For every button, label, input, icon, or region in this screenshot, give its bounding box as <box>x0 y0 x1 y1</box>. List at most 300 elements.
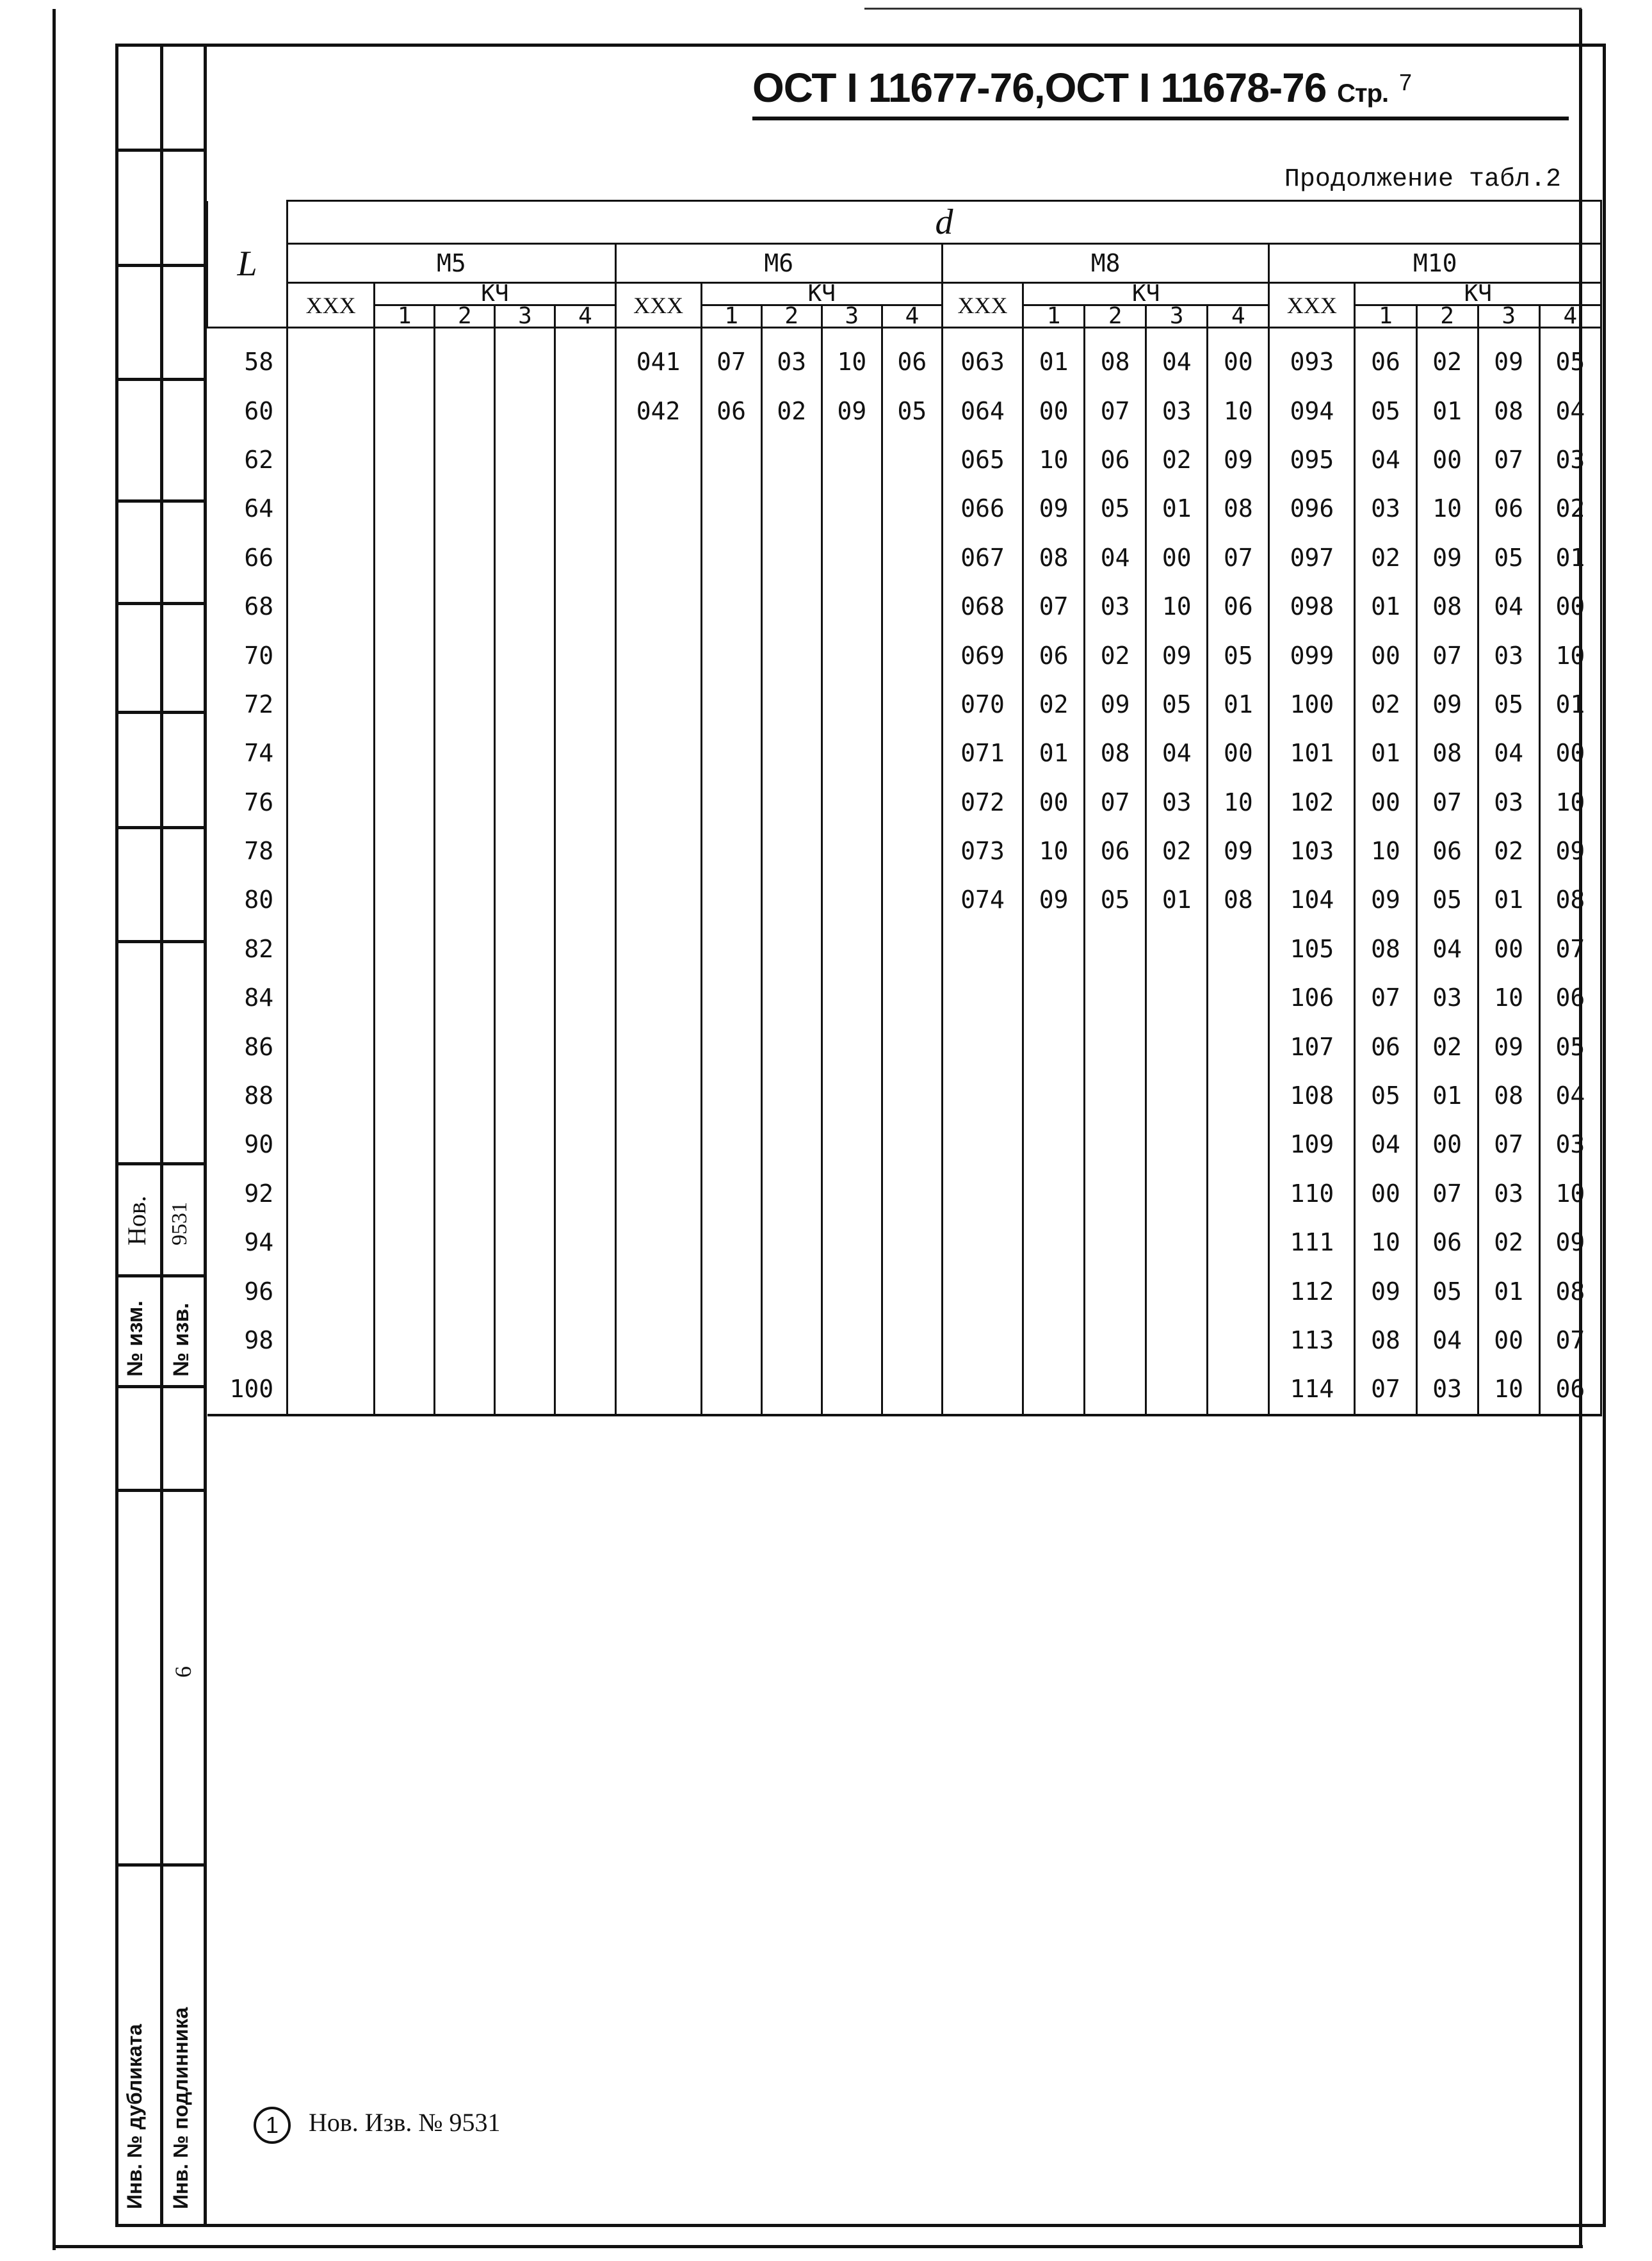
row-length-cell: 80 <box>207 875 287 924</box>
table-cell <box>287 1218 375 1267</box>
table-cell <box>375 484 435 533</box>
table-cell: 04 <box>1146 328 1208 387</box>
table-cell: 02 <box>1146 435 1208 484</box>
table-cell: 099 <box>1269 631 1355 679</box>
table-cell <box>555 533 615 582</box>
table-cell: 113 <box>1269 1316 1355 1365</box>
table-cell <box>555 1169 615 1218</box>
table-cell <box>555 328 615 387</box>
table-cell <box>287 484 375 533</box>
table-cell <box>555 729 615 777</box>
table-cell <box>375 827 435 875</box>
table-cell: 05 <box>1208 631 1269 679</box>
table-cell: 02 <box>1539 484 1601 533</box>
table-cell <box>555 827 615 875</box>
table-cell <box>287 435 375 484</box>
table-cell <box>822 1218 882 1267</box>
table-cell <box>435 435 495 484</box>
table-cell: 112 <box>1269 1267 1355 1315</box>
table-cell <box>822 484 882 533</box>
table-cell <box>555 484 615 533</box>
table-cell <box>1208 925 1269 973</box>
table-cell: 03 <box>1478 631 1539 679</box>
margin-izm-number: 9531 <box>168 1202 191 1245</box>
table-cell: 05 <box>1355 1071 1416 1120</box>
table-cell: 09 <box>1146 631 1208 679</box>
table-row <box>207 1365 1601 1414</box>
table-cell <box>615 1267 701 1315</box>
table-cell <box>615 631 701 679</box>
table-cell: 07 <box>701 328 761 387</box>
table-cell: 101 <box>1269 729 1355 777</box>
margin-row-line <box>115 264 207 267</box>
table-cell: 02 <box>761 386 822 435</box>
table-cell <box>882 680 942 729</box>
table-cell: 02 <box>1478 1218 1539 1267</box>
table-cell <box>495 778 555 827</box>
kch-num-header: 3 <box>1478 305 1539 328</box>
table-cell: 03 <box>1416 973 1478 1022</box>
table-cell <box>435 925 495 973</box>
table-cell: 109 <box>1269 1120 1355 1169</box>
table-body <box>207 328 1601 1415</box>
table-cell: 00 <box>1539 729 1601 777</box>
table-cell: 08 <box>1539 875 1601 924</box>
table-cell: 05 <box>1416 1267 1478 1315</box>
table-cell: 07 <box>1416 778 1478 827</box>
table-cell: 10 <box>1208 778 1269 827</box>
table-cell <box>435 729 495 777</box>
table-cell <box>435 582 495 631</box>
table-cell <box>555 1365 615 1414</box>
table-cell <box>701 484 761 533</box>
table-cell <box>435 875 495 924</box>
table-cell <box>435 1316 495 1365</box>
xxx-header: ХХХ <box>287 283 375 328</box>
table-cell <box>495 328 555 387</box>
table-cell <box>1146 1267 1208 1315</box>
table-cell <box>701 631 761 679</box>
table-cell <box>1146 1169 1208 1218</box>
table-cell: 04 <box>1146 729 1208 777</box>
table-cell: 05 <box>1355 386 1416 435</box>
table-cell <box>495 827 555 875</box>
table-cell <box>435 1169 495 1218</box>
margin-row-line <box>115 826 207 829</box>
table-cell <box>1146 1365 1208 1414</box>
table-cell <box>1208 1169 1269 1218</box>
table-cell <box>615 1365 701 1414</box>
table-cell <box>942 1316 1023 1365</box>
table-cell: 07 <box>1539 925 1601 973</box>
row-length-cell: 96 <box>207 1267 287 1315</box>
kch-num-header: 4 <box>1208 305 1269 328</box>
table-cell <box>1085 973 1146 1022</box>
table-cell <box>375 328 435 387</box>
table-cell: 07 <box>1416 631 1478 679</box>
table-cell <box>615 973 701 1022</box>
table-cell <box>375 631 435 679</box>
table-cell: 08 <box>1023 533 1085 582</box>
table-cell <box>435 631 495 679</box>
d-header: d <box>287 201 1601 244</box>
table-cell <box>882 1022 942 1071</box>
table-cell <box>435 484 495 533</box>
table-cell: 00 <box>1539 582 1601 631</box>
table-cell <box>882 1267 942 1315</box>
table-cell: 068 <box>942 582 1023 631</box>
table-cell <box>495 680 555 729</box>
table-cell: 10 <box>1023 435 1085 484</box>
table-cell: 09 <box>1478 1022 1539 1071</box>
margin-row-line <box>115 940 207 943</box>
table-cell <box>1146 973 1208 1022</box>
row-length-cell: 82 <box>207 925 287 973</box>
table-cell <box>822 631 882 679</box>
table-cell <box>1208 973 1269 1022</box>
xxx-header: ХХХ <box>942 283 1023 328</box>
table-cell <box>375 925 435 973</box>
table-cell: 102 <box>1269 778 1355 827</box>
table-cell: 09 <box>1085 680 1146 729</box>
table-cell <box>882 484 942 533</box>
table-cell: 00 <box>1023 386 1085 435</box>
table-cell <box>761 729 822 777</box>
table-cell: 02 <box>1355 680 1416 729</box>
kch-num-header: 3 <box>1146 305 1208 328</box>
kch-num-header: 1 <box>1355 305 1416 328</box>
table-cell <box>495 875 555 924</box>
table-cell <box>1023 1316 1085 1365</box>
table-cell <box>1023 973 1085 1022</box>
table-cell: 01 <box>1146 875 1208 924</box>
table-cell <box>495 582 555 631</box>
table-cell <box>287 533 375 582</box>
margin-row-line <box>115 149 207 152</box>
table-cell: 08 <box>1208 484 1269 533</box>
outer-frame-left <box>53 9 56 2250</box>
table-cell <box>761 484 822 533</box>
table-cell: 110 <box>1269 1169 1355 1218</box>
table-cell: 06 <box>1478 484 1539 533</box>
table-cell: 063 <box>942 328 1023 387</box>
table-cell: 08 <box>1478 1071 1539 1120</box>
table-cell <box>287 631 375 679</box>
table-cell <box>375 729 435 777</box>
kch-header: КЧ <box>375 283 615 305</box>
table-cell: 06 <box>701 386 761 435</box>
table-cell <box>287 1169 375 1218</box>
table-cell <box>822 729 882 777</box>
table-cell <box>1085 1267 1146 1315</box>
kch-num-header: 2 <box>1085 305 1146 328</box>
xxx-header: ХХХ <box>1269 283 1355 328</box>
kch-num-header: 2 <box>761 305 822 328</box>
margin-row-line <box>115 499 207 503</box>
table-cell <box>555 1022 615 1071</box>
table-cell <box>822 1365 882 1414</box>
table-cell <box>701 1316 761 1365</box>
table-cell <box>701 680 761 729</box>
table-cell <box>1208 1316 1269 1365</box>
table-cell <box>882 1071 942 1120</box>
table-cell <box>495 1120 555 1169</box>
table-cell <box>435 1218 495 1267</box>
table-cell <box>615 875 701 924</box>
table-cell: 04 <box>1416 925 1478 973</box>
margin-row-line <box>115 1162 207 1165</box>
kch-num-header: 4 <box>555 305 615 328</box>
kch-header: КЧ <box>1355 283 1601 305</box>
row-length-cell: 66 <box>207 533 287 582</box>
outer-frame-top <box>864 8 1582 10</box>
outer-frame-bottom <box>53 2245 1583 2248</box>
table-cell: 103 <box>1269 827 1355 875</box>
table-cell <box>1085 1120 1146 1169</box>
table-cell <box>435 827 495 875</box>
table-cell <box>701 875 761 924</box>
table-cell <box>287 729 375 777</box>
table-cell <box>882 1365 942 1414</box>
table-cell <box>615 484 701 533</box>
table-cell: 097 <box>1269 533 1355 582</box>
table-cell <box>495 925 555 973</box>
table-cell <box>761 533 822 582</box>
size-header-m10: М10 <box>1269 244 1601 283</box>
table-row <box>207 973 1601 1022</box>
table-row <box>207 328 1601 387</box>
table-cell <box>555 1071 615 1120</box>
table-cell: 05 <box>1478 533 1539 582</box>
row-length-cell: 84 <box>207 973 287 1022</box>
table-cell: 02 <box>1146 827 1208 875</box>
table-cell: 08 <box>1539 1267 1601 1315</box>
margin-row-line <box>115 711 207 714</box>
row-length-cell: 86 <box>207 1022 287 1071</box>
table-cell <box>761 1169 822 1218</box>
table-cell <box>435 1120 495 1169</box>
table-cell <box>1208 1120 1269 1169</box>
table-cell <box>287 1022 375 1071</box>
table-cell: 00 <box>1355 1169 1416 1218</box>
table-cell <box>435 1365 495 1414</box>
table-cell <box>1208 1267 1269 1315</box>
table-cell <box>495 435 555 484</box>
kch-num-header: 1 <box>1023 305 1085 328</box>
table-cell: 00 <box>1478 1316 1539 1365</box>
table-cell <box>435 1071 495 1120</box>
table-cell: 01 <box>1146 484 1208 533</box>
table-cell <box>822 1071 882 1120</box>
table-cell <box>882 1218 942 1267</box>
table-cell: 07 <box>1355 1365 1416 1414</box>
table-cell <box>942 1218 1023 1267</box>
table-cell <box>495 631 555 679</box>
table-cell: 05 <box>1478 680 1539 729</box>
table-cell: 02 <box>1478 827 1539 875</box>
table-cell <box>555 631 615 679</box>
table-cell <box>1085 1169 1146 1218</box>
table-cell <box>822 582 882 631</box>
table-cell <box>701 533 761 582</box>
table-cell <box>615 778 701 827</box>
table-cell: 03 <box>1085 582 1146 631</box>
table-row <box>207 1120 1601 1169</box>
table-cell: 06 <box>1355 1022 1416 1071</box>
table-cell <box>287 328 375 387</box>
table-cell <box>615 1071 701 1120</box>
table-cell: 01 <box>1416 1071 1478 1120</box>
table-cell: 104 <box>1269 875 1355 924</box>
table-cell: 10 <box>1539 778 1601 827</box>
table-cell <box>555 1120 615 1169</box>
kch-header: КЧ <box>701 283 942 305</box>
row-length-cell: 74 <box>207 729 287 777</box>
table-cell <box>701 435 761 484</box>
table-cell <box>375 1218 435 1267</box>
table-cell: 02 <box>1085 631 1146 679</box>
table-cell <box>1146 925 1208 973</box>
table-cell: 09 <box>1416 680 1478 729</box>
table-cell <box>701 1022 761 1071</box>
table-cell: 070 <box>942 680 1023 729</box>
table-row <box>207 582 1601 631</box>
kch-num-header: 3 <box>822 305 882 328</box>
table-cell: 09 <box>1208 435 1269 484</box>
table-cell: 09 <box>1208 827 1269 875</box>
margin-nov-label: Нов. <box>122 1195 151 1245</box>
table-cell <box>1023 1169 1085 1218</box>
table-cell <box>882 973 942 1022</box>
table-cell <box>882 875 942 924</box>
table-cell <box>1023 925 1085 973</box>
l-column-header: L <box>207 201 287 328</box>
table-cell <box>1085 925 1146 973</box>
table-cell: 05 <box>1416 875 1478 924</box>
table-cell: 10 <box>1478 1365 1539 1414</box>
table-cell: 04 <box>1539 1071 1601 1120</box>
header-underline <box>752 117 1569 120</box>
table-cell <box>761 1316 822 1365</box>
table-cell <box>761 1218 822 1267</box>
table-cell: 03 <box>1355 484 1416 533</box>
table-cell <box>375 435 435 484</box>
table-cell: 06 <box>1355 328 1416 387</box>
table-cell <box>375 386 435 435</box>
table-cell <box>882 533 942 582</box>
table-cell: 09 <box>1539 827 1601 875</box>
row-length-cell: 76 <box>207 778 287 827</box>
table-cell: 08 <box>1085 328 1146 387</box>
row-length-cell: 68 <box>207 582 287 631</box>
table-cell <box>435 1267 495 1315</box>
table-cell <box>701 1071 761 1120</box>
table-cell: 08 <box>1416 582 1478 631</box>
table-cell <box>761 778 822 827</box>
table-cell: 09 <box>822 386 882 435</box>
table-cell <box>495 1022 555 1071</box>
table-cell <box>375 973 435 1022</box>
table-cell <box>761 1267 822 1315</box>
table-cell: 04 <box>1478 729 1539 777</box>
table-cell <box>287 925 375 973</box>
table-cell <box>942 1022 1023 1071</box>
table-cell <box>375 533 435 582</box>
row-length-cell: 72 <box>207 680 287 729</box>
table-cell <box>822 973 882 1022</box>
size-header-m6: М6 <box>615 244 942 283</box>
table-cell <box>287 1316 375 1365</box>
table-cell: 095 <box>1269 435 1355 484</box>
table-cell: 01 <box>1539 533 1601 582</box>
table-cell: 04 <box>1539 386 1601 435</box>
table-cell: 093 <box>1269 328 1355 387</box>
table-cell <box>761 925 822 973</box>
table-cell: 09 <box>1539 1218 1601 1267</box>
table-cell: 094 <box>1269 386 1355 435</box>
table-cell: 06 <box>1539 973 1601 1022</box>
table-cell: 00 <box>1208 328 1269 387</box>
table-cell <box>701 1120 761 1169</box>
table-cell <box>375 1022 435 1071</box>
table-cell <box>701 827 761 875</box>
table-cell <box>375 680 435 729</box>
table-cell <box>1023 1267 1085 1315</box>
table-row <box>207 729 1601 777</box>
row-length-cell: 70 <box>207 631 287 679</box>
table-cell <box>435 778 495 827</box>
row-length-cell: 92 <box>207 1169 287 1218</box>
table-cell <box>615 680 701 729</box>
table-cell: 02 <box>1416 328 1478 387</box>
table-cell: 04 <box>1355 435 1416 484</box>
margin-row-line <box>115 1274 207 1277</box>
row-length-cell: 58 <box>207 328 287 387</box>
page-label: Стр. <box>1337 79 1389 108</box>
table-cell: 07 <box>1478 435 1539 484</box>
table-cell: 069 <box>942 631 1023 679</box>
row-length-cell: 88 <box>207 1071 287 1120</box>
table-cell: 07 <box>1023 582 1085 631</box>
table-cell: 05 <box>1085 875 1146 924</box>
table-cell <box>1146 1022 1208 1071</box>
table-cell <box>701 582 761 631</box>
table-cell: 10 <box>1539 1169 1601 1218</box>
table-cell: 07 <box>1085 778 1146 827</box>
table-cell <box>882 925 942 973</box>
table-cell: 08 <box>1085 729 1146 777</box>
kch-num-header: 3 <box>495 305 555 328</box>
code-table <box>206 200 1602 1416</box>
table-cell: 073 <box>942 827 1023 875</box>
table-cell <box>1023 1120 1085 1169</box>
table-cell: 098 <box>1269 582 1355 631</box>
table-cell <box>942 973 1023 1022</box>
size-header-m8: М8 <box>942 244 1268 283</box>
table-cell <box>1023 1218 1085 1267</box>
row-length-cell: 64 <box>207 484 287 533</box>
table-cell: 01 <box>1355 582 1416 631</box>
table-cell: 072 <box>942 778 1023 827</box>
table-cell <box>701 1365 761 1414</box>
table-cell <box>942 1365 1023 1414</box>
table-cell <box>701 729 761 777</box>
table-cell <box>882 827 942 875</box>
table-row <box>207 778 1601 827</box>
table-cell <box>822 435 882 484</box>
table-cell: 065 <box>942 435 1023 484</box>
table-cell <box>555 1218 615 1267</box>
